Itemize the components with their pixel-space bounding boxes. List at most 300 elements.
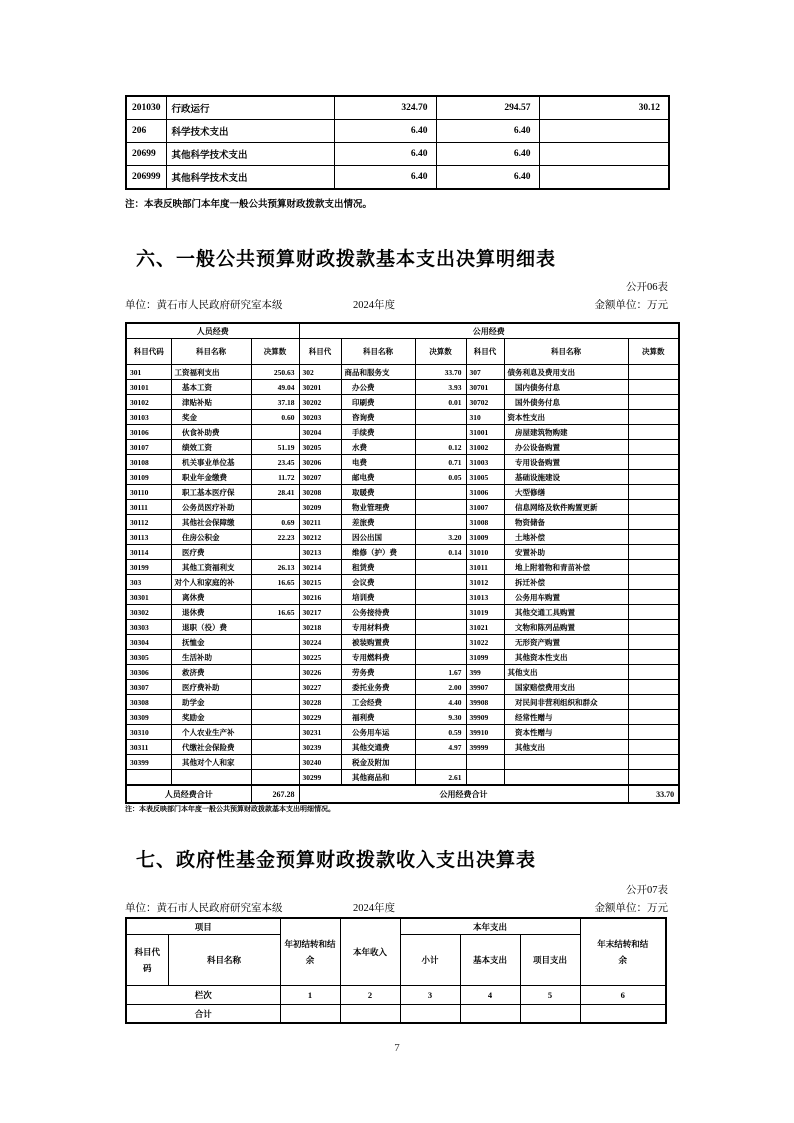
column-header-row	[126, 339, 679, 365]
value-cell	[628, 455, 679, 470]
subject-name-cell	[171, 770, 251, 786]
subject-code-cell: 30306	[126, 665, 171, 680]
table-row	[126, 380, 679, 395]
value-cell: 30.12	[539, 96, 669, 120]
value-cell: 0.60	[251, 410, 299, 425]
table-row	[126, 515, 679, 530]
table-note: 注：本表反映部门本年度一般公共预算财政拨款支出情况。	[125, 200, 373, 210]
subject-code-cell: 30107	[126, 440, 171, 455]
subject-name-cell: 国家赔偿费用支出	[504, 680, 628, 695]
subject-code-cell: 310	[466, 410, 504, 425]
subject-code-cell: 30301	[126, 590, 171, 605]
subject-name-cell: 奖励金	[171, 710, 251, 725]
value-cell: 16.65	[251, 575, 299, 590]
subject-code-cell: 30303	[126, 620, 171, 635]
item-header: 项目	[126, 918, 280, 935]
table-row	[126, 365, 679, 380]
col-header: 科目名称	[341, 339, 415, 365]
subject-name-header: 科目名称	[168, 935, 280, 986]
subject-name-cell: 其他支出	[504, 665, 628, 680]
subject-name-cell: 国内债务付息	[504, 380, 628, 395]
value-cell	[415, 500, 466, 515]
project-expense-header: 项目支出	[520, 935, 580, 986]
subject-code-cell: 201030	[126, 96, 166, 120]
subject-code-cell: 30702	[466, 395, 504, 410]
value-cell	[628, 365, 679, 380]
subject-code-cell: 307	[466, 365, 504, 380]
value-cell: 6.40	[334, 143, 436, 166]
subject-code-cell: 31099	[466, 650, 504, 665]
subject-code-cell: 30214	[299, 560, 341, 575]
value-cell: 51.19	[251, 440, 299, 455]
table-row	[126, 440, 679, 455]
subject-code-cell: 30208	[299, 485, 341, 500]
subject-name-cell: 房屋建筑物购建	[504, 425, 628, 440]
value-cell	[628, 710, 679, 725]
subject-name-cell: 救济费	[171, 665, 251, 680]
subject-name-cell: 手续费	[341, 425, 415, 440]
page-number: 7	[394, 1042, 400, 1054]
table-row	[126, 500, 679, 515]
subject-code-cell: 31007	[466, 500, 504, 515]
subject-code-cell: 31003	[466, 455, 504, 470]
value-cell	[628, 755, 679, 770]
total-row	[126, 1005, 666, 1024]
value-cell	[628, 410, 679, 425]
value-cell: 2.00	[415, 680, 466, 695]
subject-name-cell: 工资福利支出	[171, 365, 251, 380]
subject-code-cell	[466, 770, 504, 786]
value-cell	[251, 635, 299, 650]
section6-title: 六、一般公共预算财政拨款基本支出决算明细表	[136, 249, 557, 270]
subject-code-cell: 30305	[126, 650, 171, 665]
subject-name-cell: 其他交通费	[341, 740, 415, 755]
subject-name-cell: 代缴社会保险费	[171, 740, 251, 755]
value-cell	[628, 500, 679, 515]
value-cell: 6.40	[334, 120, 436, 143]
subject-name-cell: 其他交通工具购置	[504, 605, 628, 620]
subject-code-cell: 39908	[466, 695, 504, 710]
value-cell: 37.18	[251, 395, 299, 410]
subject-code-cell: 30202	[299, 395, 341, 410]
column-index-cell: 5	[520, 986, 580, 1005]
subject-name-cell: 邮电费	[341, 470, 415, 485]
section6-meta-line	[125, 297, 668, 311]
value-cell: 28.41	[251, 485, 299, 500]
table-note: 注：本表反映部门本年度一般公共预算财政拨款基本支出明细情况。	[125, 805, 335, 813]
value-cell: 0.12	[415, 440, 466, 455]
table-row	[126, 740, 679, 755]
subject-code-cell: 30309	[126, 710, 171, 725]
value-cell	[628, 740, 679, 755]
unit-label: 单位：黄石市人民政府研究室本级	[125, 300, 283, 311]
subject-code-cell: 30114	[126, 545, 171, 560]
subject-name-cell: 其他资本性支出	[504, 650, 628, 665]
value-cell	[415, 605, 466, 620]
subject-code-cell: 31013	[466, 590, 504, 605]
value-cell	[251, 665, 299, 680]
subject-code-cell: 31010	[466, 545, 504, 560]
subject-code-cell: 30112	[126, 515, 171, 530]
subject-name-cell: 其他科学技术支出	[166, 166, 334, 190]
value-cell	[251, 590, 299, 605]
section7-title: 七、政府性基金预算财政拨款收入支出决算表	[136, 850, 537, 871]
subject-name-cell: 物业管理费	[341, 500, 415, 515]
value-cell	[628, 635, 679, 650]
basic-expense-header: 基本支出	[460, 935, 520, 986]
subject-code-cell: 31009	[466, 530, 504, 545]
subject-name-cell: 助学金	[171, 695, 251, 710]
subject-code-header: 科目代码	[126, 935, 168, 986]
subject-code-cell: 30102	[126, 395, 171, 410]
subject-name-cell: 福利费	[341, 710, 415, 725]
subject-code-cell: 30101	[126, 380, 171, 395]
subject-code-cell: 30226	[299, 665, 341, 680]
table-row	[126, 755, 679, 770]
subject-code-cell: 31002	[466, 440, 504, 455]
table-row	[126, 635, 679, 650]
subject-code-cell: 302	[299, 365, 341, 380]
subject-code-cell: 30307	[126, 680, 171, 695]
subject-code-cell: 20699	[126, 143, 166, 166]
year-label: 2024年度	[353, 903, 395, 914]
subject-name-cell: 大型修缮	[504, 485, 628, 500]
subject-code-cell: 39909	[466, 710, 504, 725]
value-cell	[415, 560, 466, 575]
subject-name-cell: 电费	[341, 455, 415, 470]
value-cell	[628, 560, 679, 575]
subject-name-cell: 公务用车购置	[504, 590, 628, 605]
subject-name-cell: 拆迁补偿	[504, 575, 628, 590]
value-cell: 250.63	[251, 365, 299, 380]
column-index-label: 栏次	[126, 986, 280, 1005]
subject-code-cell: 303	[126, 575, 171, 590]
empty-cell	[460, 1005, 520, 1024]
basic-expenditure-detail-table	[125, 322, 680, 804]
subject-code-cell: 39999	[466, 740, 504, 755]
subject-name-cell: 租赁费	[341, 560, 415, 575]
value-cell	[628, 425, 679, 440]
subject-code-cell: 30203	[299, 410, 341, 425]
value-cell	[628, 605, 679, 620]
subject-name-cell: 医疗费补助	[171, 680, 251, 695]
year-label: 2024年度	[353, 300, 395, 311]
subject-name-cell: 津贴补贴	[171, 395, 251, 410]
value-cell	[539, 143, 669, 166]
subject-name-cell: 取暖费	[341, 485, 415, 500]
header-row-1	[126, 918, 666, 935]
subject-code-cell: 206999	[126, 166, 166, 190]
subject-name-cell: 经常性赠与	[504, 710, 628, 725]
col-header: 决算数	[628, 339, 679, 365]
subject-name-cell: 委托业务费	[341, 680, 415, 695]
col-header: 科目代码	[126, 339, 171, 365]
subject-name-cell: 专用设备购置	[504, 455, 628, 470]
column-index-cell: 6	[580, 986, 666, 1005]
subject-code-cell: 30205	[299, 440, 341, 455]
subject-name-cell: 其他对个人和家	[171, 755, 251, 770]
subject-code-cell: 30207	[299, 470, 341, 485]
total-row	[126, 785, 679, 803]
subject-code-cell: 31001	[466, 425, 504, 440]
table-row	[126, 650, 679, 665]
subject-code-cell: 30239	[299, 740, 341, 755]
public-funds-header: 公用经费	[299, 323, 679, 339]
value-cell: 23.45	[251, 455, 299, 470]
value-cell: 33.70	[415, 365, 466, 380]
subject-name-cell: 公务员医疗补助	[171, 500, 251, 515]
value-cell: 0.01	[415, 395, 466, 410]
subject-code-cell: 30310	[126, 725, 171, 740]
value-cell	[251, 740, 299, 755]
subject-name-cell: 其他科学技术支出	[166, 143, 334, 166]
empty-cell	[280, 1005, 340, 1024]
subject-code-cell: 31011	[466, 560, 504, 575]
subject-code-cell: 30212	[299, 530, 341, 545]
subject-code-cell: 30215	[299, 575, 341, 590]
value-cell: 6.40	[436, 166, 539, 190]
table-row	[126, 143, 669, 166]
subject-name-cell: 商品和服务支	[341, 365, 415, 380]
subject-name-cell: 机关事业单位基	[171, 455, 251, 470]
value-cell: 294.57	[436, 96, 539, 120]
column-index-cell: 2	[340, 986, 400, 1005]
value-cell	[628, 620, 679, 635]
empty-cell	[580, 1005, 666, 1024]
value-cell: 0.05	[415, 470, 466, 485]
total-label: 合计	[126, 1005, 280, 1024]
subject-code-cell: 30225	[299, 650, 341, 665]
value-cell: 3.93	[415, 380, 466, 395]
subject-name-cell: 住房公积金	[171, 530, 251, 545]
subject-code-cell: 31022	[466, 635, 504, 650]
subject-code-cell: 30199	[126, 560, 171, 575]
subject-code-cell: 30109	[126, 470, 171, 485]
subject-name-cell: 其他社会保障缴	[171, 515, 251, 530]
column-index-cell: 4	[460, 986, 520, 1005]
subject-name-cell: 对民间非营利组织和群众	[504, 695, 628, 710]
value-cell	[628, 575, 679, 590]
value-cell	[628, 515, 679, 530]
subject-name-cell: 办公设备购置	[504, 440, 628, 455]
table-row	[126, 166, 669, 190]
value-cell	[415, 410, 466, 425]
value-cell	[251, 755, 299, 770]
table-row	[126, 395, 679, 410]
value-cell	[539, 120, 669, 143]
subject-name-cell: 个人农业生产补	[171, 725, 251, 740]
col-header: 科目名称	[171, 339, 251, 365]
public-total-label: 公用经费合计	[299, 785, 628, 803]
value-cell	[628, 485, 679, 500]
subject-code-cell: 30224	[299, 635, 341, 650]
value-cell: 6.40	[436, 120, 539, 143]
subject-name-cell: 退职（役）费	[171, 620, 251, 635]
subject-code-cell: 30240	[299, 755, 341, 770]
subject-name-cell: 基础设施建设	[504, 470, 628, 485]
unit-label: 单位：黄石市人民政府研究室本级	[125, 903, 283, 914]
table-row	[126, 470, 679, 485]
table-row	[126, 725, 679, 740]
value-cell: 2.61	[415, 770, 466, 786]
subject-name-cell: 印刷费	[341, 395, 415, 410]
personnel-total-value: 267.28	[251, 785, 299, 803]
table-row	[126, 620, 679, 635]
subject-code-cell: 30103	[126, 410, 171, 425]
value-cell	[251, 425, 299, 440]
subject-name-cell: 劳务费	[341, 665, 415, 680]
year-income-header: 本年收入	[340, 918, 400, 986]
subject-code-cell: 30231	[299, 725, 341, 740]
value-cell	[251, 620, 299, 635]
value-cell: 6.40	[334, 166, 436, 190]
subject-name-cell: 咨询费	[341, 410, 415, 425]
amount-unit-label: 金额单位：万元	[594, 903, 668, 914]
subject-name-cell: 其他工资福利支	[171, 560, 251, 575]
value-cell: 16.65	[251, 605, 299, 620]
subject-code-cell: 30217	[299, 605, 341, 620]
subject-code-cell: 30209	[299, 500, 341, 515]
subject-name-cell: 培训费	[341, 590, 415, 605]
value-cell	[251, 680, 299, 695]
value-cell	[628, 650, 679, 665]
table-row	[126, 530, 679, 545]
subject-code-cell: 30216	[299, 590, 341, 605]
table-row	[126, 545, 679, 560]
subject-code-cell: 206	[126, 120, 166, 143]
subject-code-cell: 30204	[299, 425, 341, 440]
value-cell	[628, 470, 679, 485]
value-cell: 0.14	[415, 545, 466, 560]
value-cell: 6.40	[436, 143, 539, 166]
subject-code-cell: 30304	[126, 635, 171, 650]
subject-name-cell: 资本性支出	[504, 410, 628, 425]
subject-code-cell: 30213	[299, 545, 341, 560]
table-row	[126, 605, 679, 620]
table-row	[126, 680, 679, 695]
column-index-cell: 3	[400, 986, 460, 1005]
subject-name-cell: 对个人和家庭的补	[171, 575, 251, 590]
personnel-funds-header: 人员经费	[126, 323, 299, 339]
value-cell: 4.97	[415, 740, 466, 755]
value-cell	[415, 620, 466, 635]
table-row	[126, 96, 669, 120]
group-header-row	[126, 323, 679, 339]
year-expense-header: 本年支出	[400, 918, 580, 935]
section6-table-number: 公开06表	[626, 282, 668, 293]
value-cell: 1.67	[415, 665, 466, 680]
value-cell	[415, 650, 466, 665]
subject-name-cell: 债务利息及费用支出	[504, 365, 628, 380]
value-cell: 9.30	[415, 710, 466, 725]
subject-code-cell: 31006	[466, 485, 504, 500]
subject-code-cell: 30201	[299, 380, 341, 395]
value-cell	[628, 680, 679, 695]
subject-name-cell: 其他支出	[504, 740, 628, 755]
subject-name-cell: 抚恤金	[171, 635, 251, 650]
section7-meta-line	[125, 900, 668, 914]
subject-name-cell: 安置补助	[504, 545, 628, 560]
value-cell	[628, 770, 679, 786]
table-row	[126, 120, 669, 143]
table-row	[126, 560, 679, 575]
subject-code-cell: 30106	[126, 425, 171, 440]
empty-cell	[340, 1005, 400, 1024]
subject-name-cell: 因公出国	[341, 530, 415, 545]
col-header: 决算数	[415, 339, 466, 365]
value-cell: 3.20	[415, 530, 466, 545]
subject-name-cell: 信息网络及软件购置更新	[504, 500, 628, 515]
subject-name-cell	[504, 770, 628, 786]
section7-table-number: 公开07表	[626, 885, 668, 896]
subject-code-cell: 31021	[466, 620, 504, 635]
subject-code-cell: 31019	[466, 605, 504, 620]
subject-code-cell	[466, 755, 504, 770]
table-row	[126, 665, 679, 680]
subject-name-cell: 公务接待费	[341, 605, 415, 620]
end-balance-header: 年末结转和结余	[580, 918, 666, 986]
empty-cell	[520, 1005, 580, 1024]
value-cell: 324.70	[334, 96, 436, 120]
subject-code-cell	[126, 770, 171, 786]
subject-code-cell: 31008	[466, 515, 504, 530]
column-index-cell: 1	[280, 986, 340, 1005]
column-index-row	[126, 986, 666, 1005]
value-cell	[251, 725, 299, 740]
subject-name-cell: 会议费	[341, 575, 415, 590]
subject-code-cell: 30311	[126, 740, 171, 755]
subject-name-cell: 差旅费	[341, 515, 415, 530]
value-cell	[251, 695, 299, 710]
value-cell: 22.23	[251, 530, 299, 545]
subject-code-cell: 30229	[299, 710, 341, 725]
subject-code-cell: 30211	[299, 515, 341, 530]
empty-cell	[400, 1005, 460, 1024]
subject-name-cell	[504, 755, 628, 770]
value-cell	[628, 440, 679, 455]
personnel-total-label: 人员经费合计	[126, 785, 251, 803]
value-cell	[628, 725, 679, 740]
value-cell	[628, 665, 679, 680]
subject-name-cell: 离休费	[171, 590, 251, 605]
value-cell: 4.40	[415, 695, 466, 710]
subject-code-cell: 30113	[126, 530, 171, 545]
value-cell: 0.59	[415, 725, 466, 740]
subject-name-cell: 无形资产购置	[504, 635, 628, 650]
table-row	[126, 695, 679, 710]
subject-code-cell: 31005	[466, 470, 504, 485]
subject-code-cell: 39907	[466, 680, 504, 695]
table-row	[126, 455, 679, 470]
value-cell: 0.71	[415, 455, 466, 470]
subject-code-cell: 31012	[466, 575, 504, 590]
subject-name-cell: 税金及附加	[341, 755, 415, 770]
value-cell	[628, 380, 679, 395]
table-row	[126, 575, 679, 590]
value-cell	[628, 395, 679, 410]
value-cell	[415, 515, 466, 530]
subject-name-cell: 职工基本医疗保	[171, 485, 251, 500]
value-cell: 0.69	[251, 515, 299, 530]
value-cell	[251, 770, 299, 786]
subject-name-cell: 科学技术支出	[166, 120, 334, 143]
subject-code-cell: 30228	[299, 695, 341, 710]
subject-name-cell: 土地补偿	[504, 530, 628, 545]
value-cell	[251, 545, 299, 560]
value-cell	[539, 166, 669, 190]
subject-code-cell: 39910	[466, 725, 504, 740]
value-cell	[251, 710, 299, 725]
